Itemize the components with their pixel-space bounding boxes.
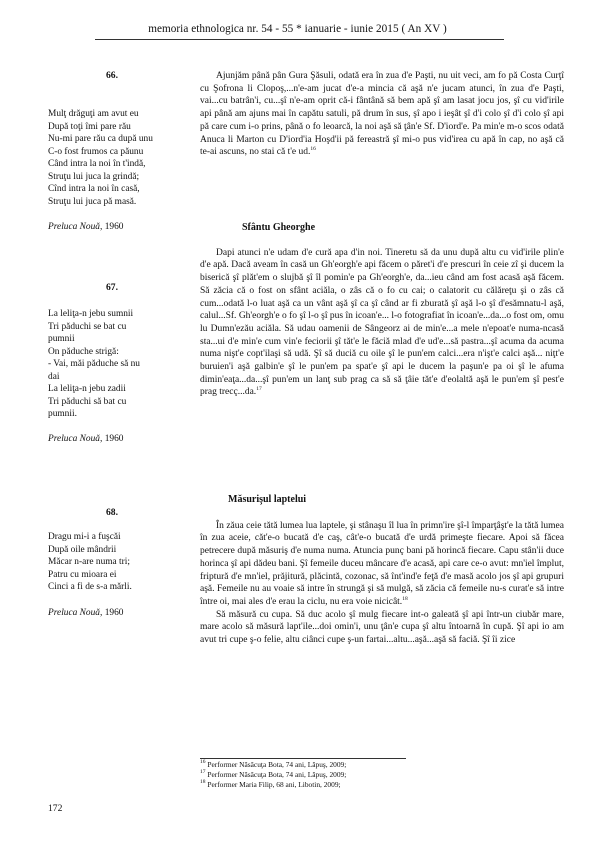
lyric-line: După toţi îmi pare rău — [48, 121, 131, 132]
footnotes — [200, 760, 346, 790]
source-place: Preluca Nouă, — [48, 607, 103, 618]
footnote-ref: 17 — [256, 386, 262, 393]
lyric-line: La leliţa-n jebu sumnii — [48, 309, 134, 319]
song-lyrics — [48, 108, 193, 208]
paragraph — [200, 520, 564, 609]
paragraph-text: Dapi atunci n'e udam d'e cură apa d'in noi. Tineretu să da unu după altu cu vid'irile plin'e d'e apă. Dacă aveam în casă un Gh'eorgh'e api făcem o păret'i d'e prescuri în ceie zî şi ducem la biserică şî plăt'em o slujbă şî îl pomin'e pa Gh'eorgh'e, da...ieu când am fost acasă aşă făcem. Să zăcia că o fost on sfânt aciăla, o zâs că o fo cu cai; o calatorit cu călăreţu şi o zâs că cum...odată l-o luat aşă ca un vânt aşă şî ca şî când ar fi zburată şî aşă l-o şî d'esămnatu-l aşă, calul...Sf. Gh'eorgh'e o fo şî l-o şî pus în icoan'e... l-o fotografiat în icoan'e...da...o fost om, omu lu Dumn'ezău aciăla. Să udau oamenii de Sângeorz ai de min'e...a mele n'epoat'e numa-ncasă sta...ui d'e min'e cum vin'e feciorii şî tăt'e le făciă mlad d'e ud'e...să pastra...şî acuma da acuma numa nişt'e copt'ilaşi să udă. Şî să duciă cu oile şî le pun'em calci...era n'işt'e calci aşă... niţt'e buruien'i aşă galbin'e şî le pun'em pa spat'e şî api le ducem la paşun'e pa oi şî le afuma dimin'eaţa...da...şî pun'em un lanţ sub prag ca să să ţâie tăt'e d'eolaltă aşă le pun'em şî pest'e prag trecç...da. — [200, 247, 564, 398]
song-source — [48, 221, 193, 234]
song-number: 67. — [106, 282, 118, 293]
lyric-line: Când intra la noi în t'indă, — [48, 159, 146, 169]
lyric-line: La leliţa-n jebu zadii — [48, 384, 126, 394]
footnote-text: Performer Năsăcuţa Bota, 74 ani, Lăpuş, 2009; — [205, 760, 347, 769]
song-number: 68. — [106, 507, 118, 518]
section-title: Măsurişul laptelui — [228, 494, 307, 505]
paragraph — [200, 609, 564, 647]
lyric-line: C-o fost frumos ca păunu — [48, 146, 144, 157]
header-rule — [95, 39, 504, 40]
footnote — [200, 780, 346, 790]
footnote-ref: 18 — [402, 595, 408, 602]
footnote-ref: 16 — [310, 146, 316, 153]
lyric-line: Tri păduchi să bat cu — [48, 396, 127, 407]
source-place: Preluca Nouă, — [48, 222, 103, 232]
footnote-number: 18 — [200, 779, 206, 785]
lyric-line: Tri păduchi se bat cu — [48, 321, 127, 332]
lyric-line: dai — [48, 371, 60, 382]
paragraph — [200, 70, 564, 159]
lyric-line: pumnii. — [48, 409, 77, 419]
lyric-line: Nu-mi pare rău ca după unu — [48, 134, 153, 144]
paragraph-text: Ajunjăm până pân Gura Şăsuli, odată era în zua d'e Paşti, nu uit veci, am fo pă Costa Curţî cu Şofrona li Clopoş,...n'e-am jucat d'e-a mincia că aşă n'e jucam atunci, în zua d'e Paşti, vai...cu batrân'i, cu...şî n'e-am oprit că-i fântână să bem apă şî am lasat jocu jos, şî cu vid'irile api până am ajuns mai în capătu satuli, pă drum în sus, şî apo i ieşât şî d'i colo şî d'i colo şî api pă care cum i-o prins, până o fo leoarcă, la noi aşă să ţân'e Sf. D'iord'e. Pa min'e m-o scos odată Anuca li Marton cu D'iord'ia Hoşd'ii pă fereastră şî mi-o pus vid'irea cu apă în cap, no aşă că te-ai ascuns, no stai că t'e ud. — [200, 71, 564, 158]
footnote-text: Performer Maria Filip, 68 ani, Libotin, 2009; — [205, 780, 341, 789]
lyric-line: Cînd intra la noi în casă, — [48, 184, 140, 194]
song-68 — [48, 507, 193, 619]
running-header: memoria ethnologica nr. 54 - 55 * ianuarie - iunie 2015 ( An XV ) — [148, 23, 447, 35]
page-number: 172 — [48, 803, 63, 814]
song-source — [48, 607, 193, 620]
song-lyrics — [48, 308, 193, 421]
section-title: Sfântu Gheorghe — [242, 222, 316, 233]
footnote — [200, 760, 346, 770]
song-67 — [48, 282, 193, 445]
section-sfantu-gheorghe — [200, 222, 564, 399]
lyric-line: După oile mândrii — [48, 544, 117, 555]
lyric-line: Dragu mi-i a fuşcăi — [48, 532, 121, 542]
lyric-line: Mulţ drăguţi am avut eu — [48, 109, 139, 119]
source-place: Preluca Nouă, — [48, 433, 103, 444]
source-year: 1960 — [102, 607, 124, 618]
song-source — [48, 433, 193, 446]
paragraph-text: În zăua ceie tătă lumea lua laptele, şi stânaşu îl lua în primn'ire şî-l împarţâşt'e la tătă lumea în zua aceie, căt'e-o bucată d'e caş, cât'e-o bucată d'e urdă primeşte fiecare. Apoi să făcea petrecere după măsuriş d'e numa numa. Atuncia punç bani pă horincă fiecare. Capu stân'ii duce horinca şî api dădeu bani. Şî femeile duceu mâncare d'e acasă, api care ce-o avut: mn'iel împlut, friptură d'e mn'iel, prăjitură, plăcintă, cozonac, să înt'ind'e feţă d'e masă acolo jos şî api grupuri aşă. Femeile nu au voaie să intre în strungă şi să mulgă, să zăcia că femeile nu-s curat'e să intre între oi, mai ales d'e erau la ciclu, nu era voie nicicât. — [200, 520, 565, 607]
source-year: 1960 — [102, 433, 124, 444]
lyric-line: Struţu lui juca pă masă. — [48, 196, 137, 207]
footnote-text: Performer Năsăcuţa Bota, 74 ani, Lăpuş, 2009; — [205, 770, 347, 779]
section-intro — [200, 70, 564, 159]
footnote-number: 16 — [200, 759, 206, 765]
paragraph-text: Să măsură cu cupa. Să duc acolo şî mulg fiecare int-o galeată şî api într-un ciubăr mare, mare acolo să măsură lapt'ile...doi omin'i, unu ţân'e cupa şî altu întoarnă în cupă. Şî api io am avut tri cupe ş-o felie, altu ciânci cupe ş-un fartai...altu...aşă...aşă să faciă. Şî îi zice — [200, 609, 564, 646]
lyric-line: Măcar n-are numa tri; — [48, 557, 130, 567]
song-number: 66. — [106, 70, 118, 81]
lyric-line: - Vai, măi păduche să nu — [48, 359, 140, 369]
lyric-line: pumnii — [48, 334, 75, 344]
source-year: 1960 — [102, 222, 124, 232]
section-masurisul-laptelui — [200, 494, 564, 647]
footnote — [200, 770, 346, 780]
paragraph — [200, 247, 564, 399]
lyric-line: On păduche strigă: — [48, 346, 119, 357]
song-lyrics — [48, 531, 193, 594]
lyric-line: Cinci a fi de s-a mărli. — [48, 582, 132, 592]
lyric-line: Patru cu mioara ei — [48, 569, 117, 580]
lyric-line: Struţu lui juca la grindă; — [48, 171, 140, 182]
footnote-rule — [200, 758, 406, 759]
song-66 — [48, 70, 193, 234]
footnote-number: 17 — [200, 769, 206, 775]
